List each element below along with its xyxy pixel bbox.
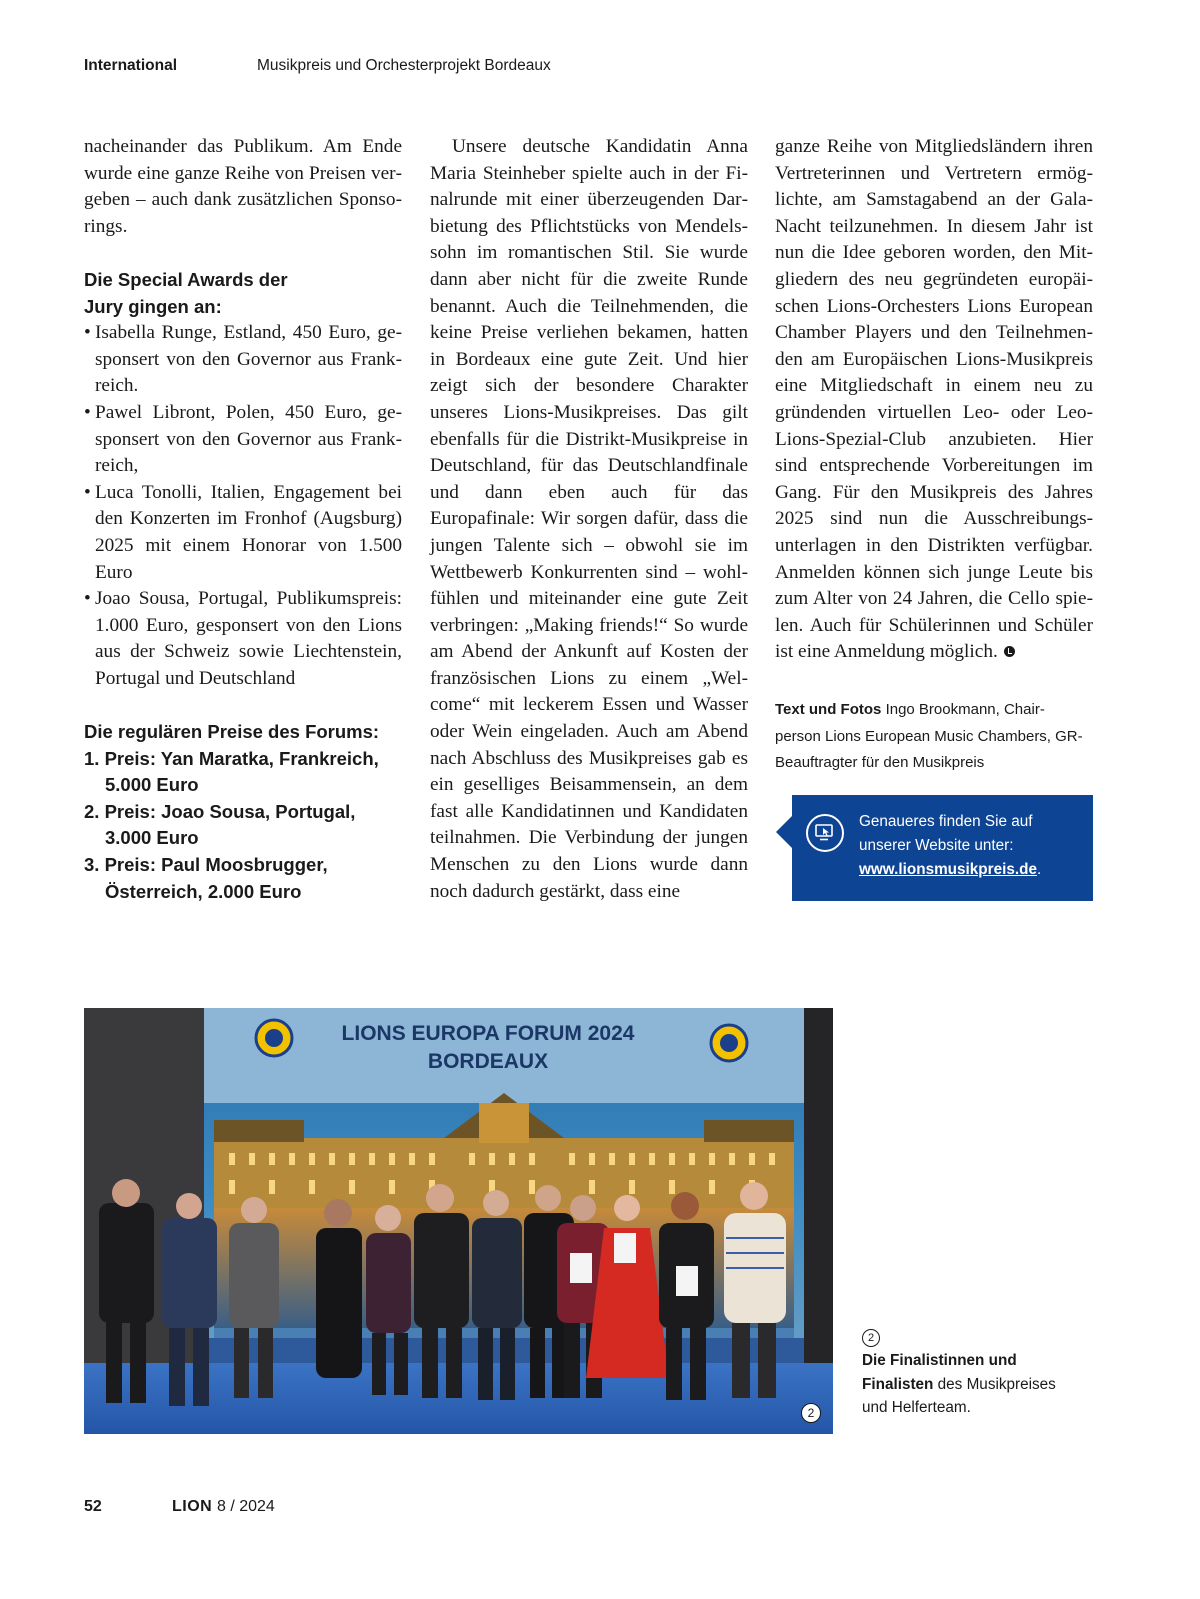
credit-label: Text und Fotos [775, 701, 882, 718]
regular-prizes-heading: Die regulären Preise des Forums: [84, 721, 380, 743]
column-2 [430, 134, 748, 905]
caption-bold: Die Finalistinnen und Finalisten [862, 1352, 1017, 1393]
credit-text: Ingo Brookmann, Chairperson Lions European Music Chambers, GR-Beauftragter für den Musikpreis [775, 701, 1083, 771]
author-credit [775, 697, 1085, 777]
body-paragraph [775, 134, 1093, 666]
caption-number: 2 [862, 1329, 880, 1347]
list-item: • Luca Tonolli, Italien, Engagement bei den Konzerten im Fronhof (Augsburg) 2025 mit einem Honorar von 1.500 Euro [84, 480, 402, 586]
photo-illustration [84, 1008, 833, 1434]
banner-title: LIONS EUROPA FORUM 2024 [341, 1022, 635, 1045]
info-box-text [859, 810, 1084, 882]
list-item: • Joao Sousa, Portugal, Publikumspreis: 1.000 Euro, gesponsert von den Lions aus der Schweiz sowie Liechtenstein, Portugal und Deutschland [84, 586, 402, 692]
list-item: 2. Preis: Joao Sousa, Portugal, 3.000 Euro [84, 800, 356, 849]
section-label: International [84, 57, 178, 74]
info-box-intro: Genaueres finden Sie auf unserer Website unter: [859, 813, 1033, 854]
info-box-trail: . [1036, 861, 1042, 878]
column-3 [775, 134, 1093, 666]
list-item: • Pawel Libront, Polen, 450 Euro, gesponsert von den Governor aus Frankreich, [84, 400, 402, 480]
special-awards-heading-line2: Jury gingen an: [84, 295, 222, 317]
special-awards-heading-line1: Die Special Awards der [84, 268, 288, 290]
website-info-box [792, 795, 1093, 901]
website-cursor-icon [806, 814, 844, 852]
banner-subtitle: BORDEAUX [427, 1050, 549, 1073]
finalists-photo [84, 1008, 833, 1434]
special-awards-list [84, 320, 402, 692]
list-item: • Isabella Runge, Estland, 450 Euro, gesponsert von den Governor aus Frankreich. [84, 320, 402, 400]
list-item: 3. Preis: Paul Moosbrugger, Österreich, 2.000 Euro [84, 854, 328, 902]
caption-text: des Musikpreises und Helferteam. [862, 1375, 1056, 1416]
lion-end-mark-icon [1004, 646, 1015, 657]
body-text: ganze Reihe von Mitgliedsländern ihren Vertreterinnen und Vertretern ermöglichte, am Samstagabend an der Gala-Nacht teilzunehmen. In diesem Jahr ist nun die Idee geboren worden, den Mitgliedern des neu gegründeten europäischen Lions-Orchesters Lions European Chamber Players und den Teilnehmenden am Europäischen Lions-Musikpreis eine Mitgliedschaft in einem neu zu gründenden virtuellen Leo- oder Leo-Lions-Spezial-Club anzubieten. Hier sind entsprechende Vorbereitungen im Gang. Für den Musikpreis des Jahres 2025 sind nun die Ausschreibungsunterlagen in den Distrikten verfügbar. Anmelden können sich junge Leute bis zum Alter von 24 Jahren, die Cello spielen. Auch für Schülerinnen und Schüler ist eine Anmeldung möglich. [775, 136, 1093, 663]
body-paragraph: Unsere deutsche Kandidatin Anna Maria Steinheber spielte auch in der Finalrunde mit einer überzeugenden Darbietung des Pflichtstücks von Mendelssohn im romantischen Stil. Sie wurde dann aber nicht für die zweite Runde benannt. Auch die Teilnehmenden, die keine Preise verliehen bekamen, hatten in Bordeaux eine gute Zeit. Und hier zeigt sich der besondere Charakter unseres Lions-Musikpreises. Das gilt ebenfalls für die Distrikt-Musikpreise in Deutschland, für das Deutschlandfinale und dann eben auch für das Europafinale: Wir sorgen dafür, dass die jungen Talente sich – obwohl sie im Wettbewerb Konkurrenten sind – wohlfühlen und miteinander eine gute Zeit verbringen: „Making friends!“ So wurde am Abend der Ankunft auf Kosten der französischen Lions zu einem „Welcome“ mit leckerem Essen und Wasser oder Wein eingeladen. Auch am Abend nach Abschluss des Musikpreises gab es ein geselliges Beisammensein, an dem fast alle Kandidatinnen und Kandidaten teilnahmen. Die Verbindung der jungen Menschen zu den Lions wurde dann noch dadurch gestärkt, dass eine [430, 136, 748, 902]
regular-prizes-list [84, 746, 402, 906]
page-number: 52 [84, 1498, 102, 1515]
topic-label: Musikpreis und Orchesterprojekt Bordeaux [257, 57, 551, 74]
issue-number: 8 / 2024 [217, 1498, 275, 1515]
intro-paragraph: nacheinander das Publikum. Am Ende wurde eine ganze Reihe von Preisen vergeben – auch dank zusätzlichen Sponsorings. [84, 136, 402, 237]
column-1 [84, 134, 402, 905]
list-item: 1. Preis: Yan Maratka, Frankreich, 5.000 Euro [84, 747, 379, 796]
magazine-name: LION [172, 1498, 213, 1515]
photo-caption [862, 1325, 1062, 1420]
website-link[interactable]: www.lionsmusikpreis.de [859, 861, 1037, 878]
special-awards-heading [84, 267, 402, 320]
photo-number-badge: 2 [801, 1403, 821, 1423]
